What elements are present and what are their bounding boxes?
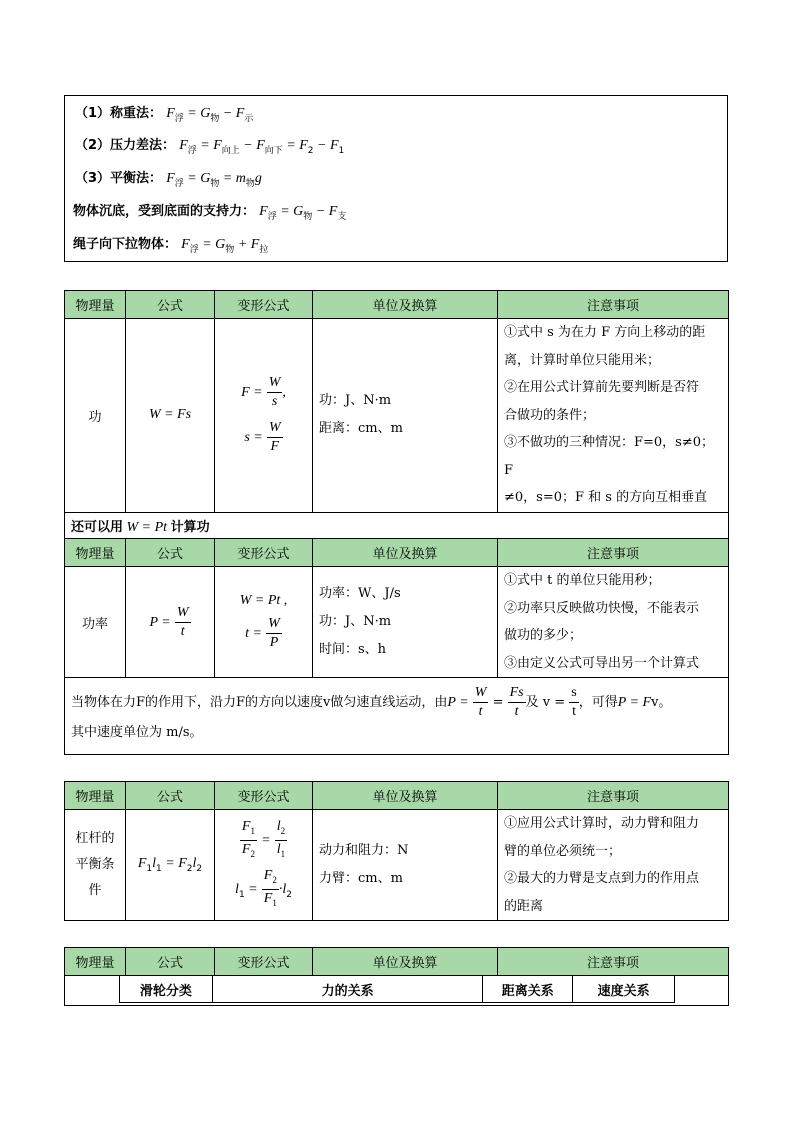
header-formula: 公式 bbox=[126, 782, 215, 810]
power-footer-row bbox=[65, 678, 729, 755]
header-derived: 变形公式 bbox=[215, 291, 313, 319]
header-formula: 公式 bbox=[126, 948, 215, 976]
pulley-subheader: 速度关系 bbox=[573, 976, 675, 1003]
buoyancy-line-3 bbox=[75, 167, 262, 189]
header-quantity: 物理量 bbox=[65, 948, 126, 976]
note-line: ①应用公式计算时，动力臂和阻力 bbox=[504, 816, 700, 831]
lever-table bbox=[64, 781, 729, 921]
rope-formula: $F_浮 = G_物 + F_拉$ bbox=[181, 237, 269, 255]
note-line: ②功率只反映做功快慢，不能表示 bbox=[504, 600, 700, 616]
buoyancy-line-2 bbox=[75, 134, 344, 156]
header-units: 单位及换算 bbox=[313, 782, 498, 810]
header-notes: 注意事项 bbox=[498, 782, 729, 810]
lever-quantity-line: 杠杆的 bbox=[75, 831, 115, 846]
support-formula: $F_浮 = G_物 - F_支$ bbox=[259, 204, 347, 222]
pulley-subtable-cell bbox=[65, 976, 729, 1006]
buoyancy-line-1 bbox=[75, 102, 253, 124]
lever-units bbox=[313, 810, 498, 921]
work-unit-line: 距离：cm、m bbox=[319, 421, 403, 437]
lever-unit-line: 动力和阻力：N bbox=[319, 843, 409, 858]
power-footer-text: ，可得 bbox=[578, 695, 618, 710]
table-header-row bbox=[65, 291, 729, 319]
note-line: 的距离 bbox=[504, 898, 544, 914]
header-derived: 变形公式 bbox=[215, 782, 313, 810]
weighing-formula: $F_浮 = G_物 - F_示$ bbox=[166, 106, 254, 124]
line4-label: 物体沉底，受到底面的支持力： bbox=[73, 204, 256, 219]
note-line: ③由定义公式可导出另一个计算式 bbox=[504, 655, 700, 671]
power-unit-line: 时间：s、h bbox=[319, 642, 387, 657]
power-footer-text: 当物体在力F的作用下，沿力F的方向以速度v做匀速直线运动，由 bbox=[71, 695, 448, 710]
power-footer-text: 。 bbox=[658, 695, 672, 710]
power-footer-line2: 其中速度单位为 m/s。 bbox=[71, 725, 203, 740]
note-line: ③不做功的三种情况：F=0，s≠0；F bbox=[504, 435, 715, 478]
header-derived: 变形公式 bbox=[215, 948, 313, 976]
header-units: 单位及换算 bbox=[313, 539, 498, 567]
pulley-row bbox=[65, 976, 729, 1006]
note-line: 离，计算时单位只能用米； bbox=[504, 352, 661, 368]
pulley-subheader: 距离关系 bbox=[483, 976, 573, 1003]
pulley-subheader: 滑轮分类 bbox=[120, 976, 213, 1003]
buoyancy-line-4 bbox=[73, 200, 346, 222]
table-header-row bbox=[65, 948, 729, 976]
power-derived: W = Pt , t = $\frac{W}{P}$ bbox=[215, 567, 313, 678]
pulley-subheader: 力的关系 bbox=[212, 976, 482, 1003]
line1-label: （1）称重法： bbox=[75, 106, 163, 121]
table-header-row bbox=[65, 782, 729, 810]
lever-quantity-line: 平衡条 bbox=[75, 857, 115, 872]
header-units: 单位及换算 bbox=[313, 291, 498, 319]
work-derived: F = $\frac{W}{s}$ , s = $\frac{W}{F}$ bbox=[215, 319, 313, 513]
lever-derived: $\frac{F_1}{F_2}$ = $\frac{l_2}{l_1}$ $l_1$ = $\frac{F_2}{F_1}$ $\cdot l_2$ bbox=[215, 810, 313, 921]
pulley-subtable bbox=[119, 976, 675, 1003]
work-formula: W = Fs bbox=[126, 319, 215, 513]
note-line: ②最大的力臂是支点到力的作用点 bbox=[504, 871, 700, 886]
line3-label: （3）平衡法： bbox=[75, 171, 163, 186]
work-quantity: 功 bbox=[65, 319, 126, 513]
work-footer: 还可以用 W = Pt 计算功 bbox=[65, 512, 729, 540]
note-line: 臂的单位必须统一； bbox=[504, 843, 622, 859]
header-units: 单位及换算 bbox=[313, 948, 498, 976]
note-line: ②在用公式计算前先要判断是否符 bbox=[504, 380, 700, 395]
lever-quantity-line: 件 bbox=[88, 883, 102, 898]
header-formula: 公式 bbox=[126, 291, 215, 319]
line5-label: 绳子向下拉物体： bbox=[73, 237, 178, 252]
header-notes: 注意事项 bbox=[498, 291, 729, 319]
work-unit-line: 功：J、N·m bbox=[319, 393, 392, 409]
header-formula: 公式 bbox=[126, 539, 215, 567]
lever-row bbox=[65, 810, 729, 921]
work-row bbox=[65, 319, 729, 513]
lever-quantity bbox=[65, 810, 126, 921]
pulley-table bbox=[64, 947, 729, 1006]
balance-formula: $F_浮 = G_物 = m_物g$ bbox=[166, 171, 262, 189]
buoyancy-line-5 bbox=[73, 233, 268, 255]
power-footer: 当物体在力F的作用下，沿力F的方向以速度v做匀速直线运动，由P = $\frac{W}{t}$ = $\frac{Fs}{t}$ 及 v = $\frac{s}{t}$ ，可得P = Fv。 其中速度单位为 m/s。 bbox=[65, 678, 729, 755]
pulley-subheader-row bbox=[120, 976, 675, 1003]
note-line: ①式中 s 为在力 F 方向上移动的距 bbox=[504, 325, 706, 340]
note-line: ①式中 t 的单位只能用秒； bbox=[504, 573, 661, 588]
header-quantity: 物理量 bbox=[65, 539, 126, 567]
power-unit-line: 功：J、N·m bbox=[319, 614, 392, 629]
work-table bbox=[64, 290, 729, 541]
power-footer-text: 及 v = bbox=[525, 695, 566, 710]
header-derived: 变形公式 bbox=[215, 539, 313, 567]
power-quantity: 功率 bbox=[65, 567, 126, 678]
work-notes bbox=[498, 319, 729, 513]
buoyancy-formula-box bbox=[64, 95, 728, 262]
power-table bbox=[64, 538, 729, 755]
work-units bbox=[313, 319, 498, 513]
lever-unit-line: 力臂：cm、m bbox=[319, 871, 403, 886]
header-quantity: 物理量 bbox=[65, 291, 126, 319]
power-formula: P = $\frac{W}{t}$ bbox=[126, 567, 215, 678]
header-notes: 注意事项 bbox=[498, 539, 729, 567]
lever-formula: $F_1l_1 = F_2l_2$ bbox=[126, 810, 215, 921]
table-header-row bbox=[65, 539, 729, 567]
power-notes bbox=[498, 567, 729, 678]
lever-notes bbox=[498, 810, 729, 921]
note-line: ≠0，s=0；F 和 s 的方向互相垂直 bbox=[504, 490, 708, 505]
header-quantity: 物理量 bbox=[65, 782, 126, 810]
work-footer-row bbox=[65, 512, 729, 540]
power-units bbox=[313, 567, 498, 678]
note-line: 做功的多少； bbox=[504, 628, 583, 643]
power-row bbox=[65, 567, 729, 678]
note-line: 合做功的条件； bbox=[504, 407, 596, 423]
header-notes: 注意事项 bbox=[498, 948, 729, 976]
pressure-diff-formula: $F_浮 = F_{向上} - F_{向下} = F_2 - F_1$ bbox=[179, 138, 345, 156]
line2-label: （2）压力差法： bbox=[75, 138, 176, 153]
power-unit-line: 功率：W、J/s bbox=[319, 586, 401, 601]
